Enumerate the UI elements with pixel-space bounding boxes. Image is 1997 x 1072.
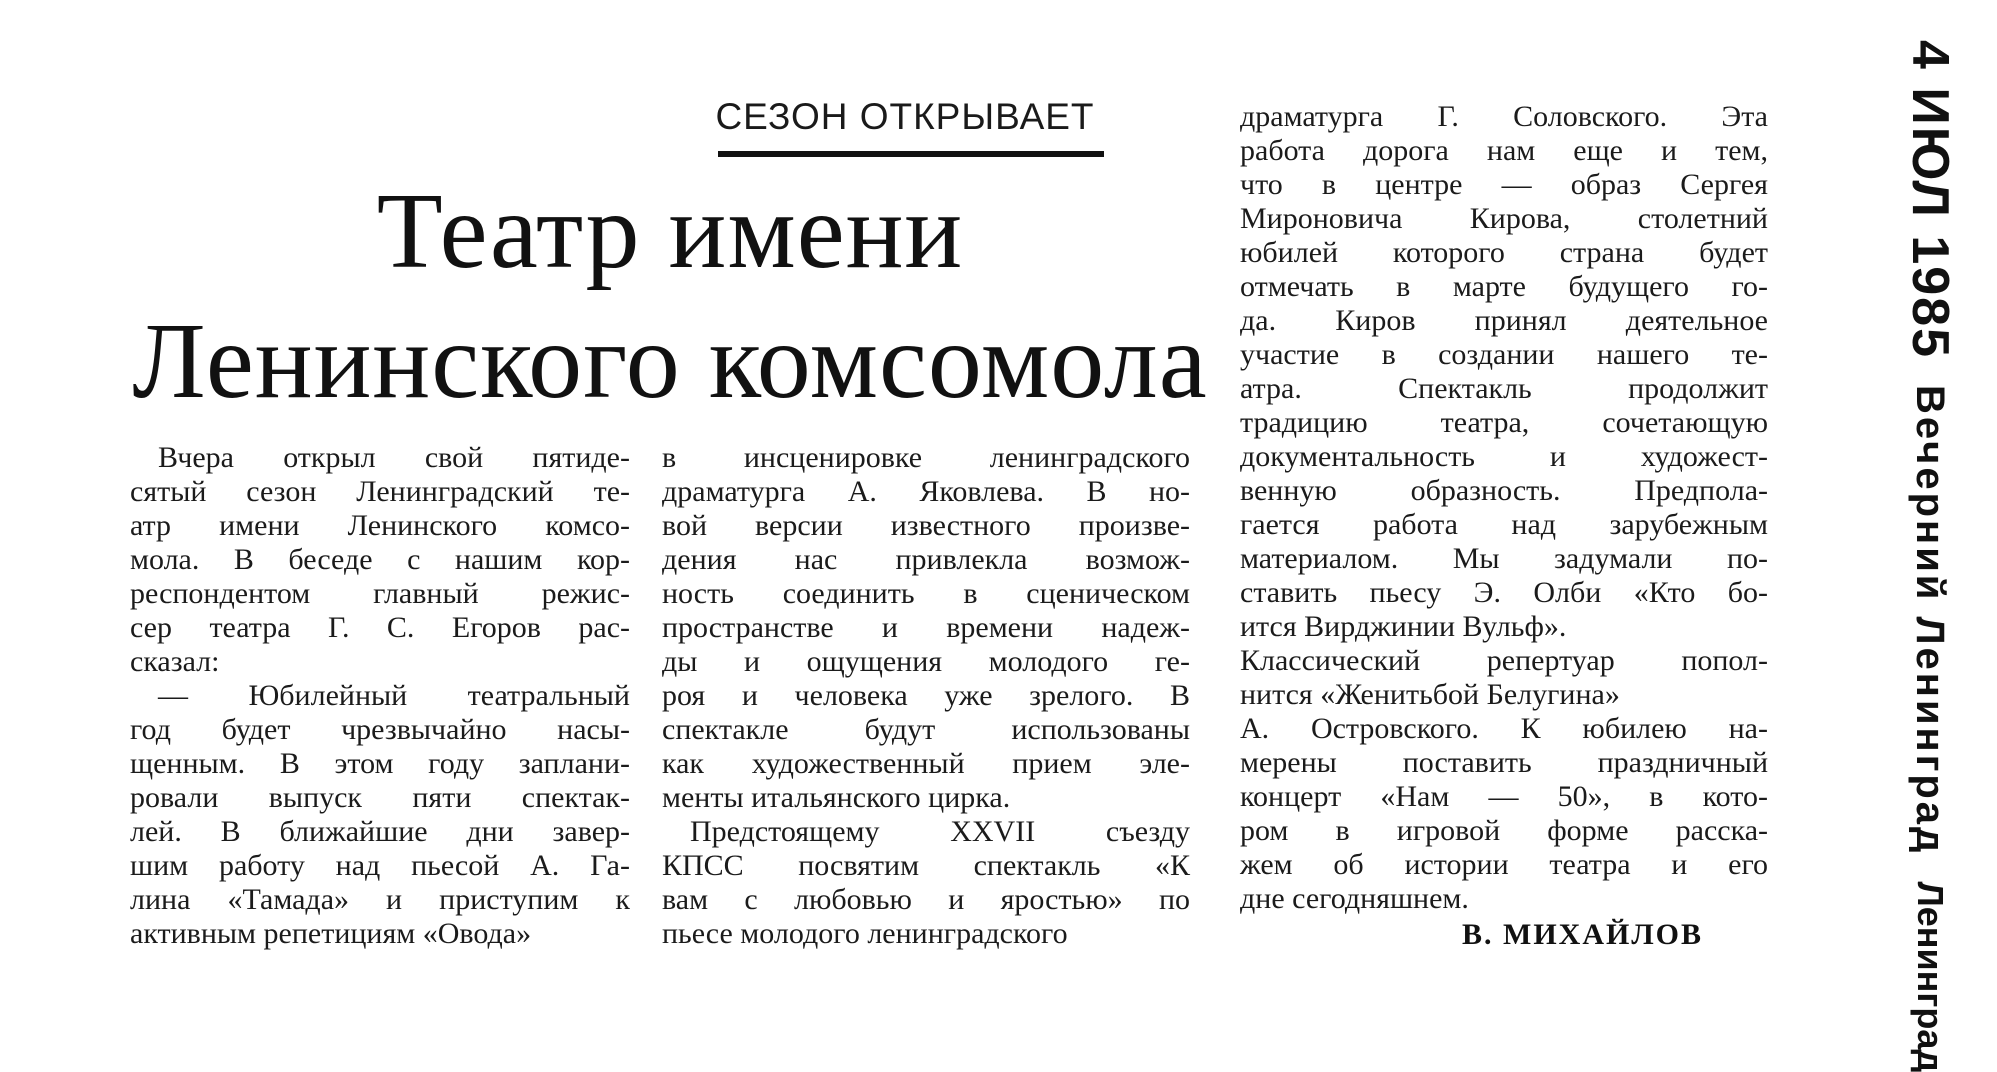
article-column-2-line: ность соединить в сценическом: [662, 577, 1190, 610]
article-column-1-line: мола. В беседе с нашим кор-: [130, 543, 630, 576]
article-column-2-line: в инсценировке ленинградского: [662, 441, 1190, 474]
article-column-3-line: юбилей которого страна будет: [1240, 236, 1768, 269]
article-column-2-line: пьесе молодого ленинградского: [662, 917, 1068, 950]
article-column-2-line: дения нас привлекла возмож-: [662, 543, 1190, 576]
article-column-1-line: сказал:: [130, 645, 220, 678]
article-column-3-line: что в центре — образ Сергея: [1240, 168, 1768, 201]
article-column-2-line: пространстве и времени надеж-: [662, 611, 1190, 644]
article-column-3-line: ится Вирджинии Вульф».: [1240, 610, 1567, 643]
article-column-3-line: дне сегодняшнем.: [1240, 882, 1469, 915]
article-column-1-line: лей. В ближайшие дни завер-: [130, 815, 630, 848]
article-column-3-line: венную образность. Предпола-: [1240, 474, 1768, 507]
article-column-1-line: респондентом главный режис-: [130, 577, 630, 610]
article-column-2-line: драматурга А. Яковлева. В но-: [662, 475, 1190, 508]
article-column-3-line: участие в создании нашего те-: [1240, 338, 1768, 371]
article-column-3-line: Классический репертуар попол-: [1240, 644, 1768, 677]
author-signature: В. МИХАЙЛОВ: [1462, 918, 1704, 951]
stamp-city: Ленинград: [1910, 881, 1951, 1072]
article-column-2-line: КПСС посвятим спектакль «К: [662, 849, 1190, 882]
article-column-3-line: ставить пьесу Э. Олби «Кто бо-: [1240, 576, 1768, 609]
article-column-3-line: традицию театра, сочетающую: [1240, 406, 1768, 439]
article-column-3-line: жем об истории театра и его: [1240, 848, 1768, 881]
article-column-1-line: ровали выпуск пяти спектак-: [130, 781, 630, 814]
stamp-newspaper: Вечерний Ленинград: [1908, 385, 1953, 856]
article-kicker: СЕЗОН ОТКРЫВАЕТ: [715, 96, 1095, 137]
article-column-2-line: ды и ощущения молодого ге-: [662, 645, 1190, 678]
article-column-3-line: отмечать в марте будущего го-: [1240, 270, 1768, 303]
article-column-2-line: роя и человека уже зрелого. В: [662, 679, 1190, 712]
article-column-1: [130, 441, 630, 951]
article-column-3-line: работа дорога нам еще и тем,: [1240, 134, 1768, 167]
stamp-date: 4 ИЮЛ 1985: [1901, 40, 1959, 359]
article-column-1-line: год будет чрезвычайно насы-: [130, 713, 630, 746]
article-column-3-line: гается работа над зарубежным: [1240, 508, 1768, 541]
article-column-1-line: атр имени Ленинского комсо-: [130, 509, 630, 542]
article-column-3-line: концерт «Нам — 50», в кото-: [1240, 780, 1768, 813]
article-column-3-line: документальность и художест-: [1240, 440, 1768, 473]
article-column-2-line: вой версии известного произве-: [662, 509, 1190, 542]
article-column-2-line: спектакле будут использованы: [662, 713, 1190, 746]
article-column-2-line: менты итальянского цирка.: [662, 781, 1011, 814]
article-column-3-line: нится «Женитьбой Белугина»: [1240, 678, 1620, 711]
article-column-3-line: да. Киров принял деятельное: [1240, 304, 1768, 337]
article-column-1-line: щенным. В этом году заплани-: [130, 747, 630, 780]
article-column-3: [1240, 100, 1768, 916]
article-column-3-line: материалом. Мы задумали по-: [1240, 542, 1768, 575]
article-column-1-line: — Юбилейный театральный: [158, 679, 630, 712]
article-column-3-line: ром в игровой форме расска-: [1240, 814, 1768, 847]
article-column-1-line: сер театра Г. С. Егоров рас-: [130, 611, 630, 644]
headline-line-2: Ленинского комсомола: [132, 302, 1208, 421]
article-column-2-line: как художественный прием эле-: [662, 747, 1190, 780]
article-column-1-line: сятый сезон Ленинградский те-: [130, 475, 630, 508]
article-column-1-line: активным репетициям «Овода»: [130, 917, 532, 950]
article-column-1-line: лина «Тамада» и приступим к: [130, 883, 630, 916]
archive-stamp: [1895, 40, 1965, 1072]
article-column-3-line: мерены поставить праздничный: [1240, 746, 1768, 779]
headline-line-1: Театр имени: [376, 172, 964, 291]
article-column-2-line: вам с любовью и яростью» по: [662, 883, 1190, 916]
article-column-3-line: А. Островского. К юбилею на-: [1240, 712, 1768, 745]
article-column-3-line: Мироновича Кирова, столетний: [1240, 202, 1768, 235]
article-column-1-line: Вчера открыл свой пятиде-: [158, 441, 630, 474]
article-column-2-line: Предстоящему XXVII съезду: [690, 815, 1190, 848]
kicker-underline: [718, 151, 1104, 157]
article-column-1-line: шим работу над пьесой А. Га-: [130, 849, 630, 882]
article-column-2: [662, 441, 1190, 951]
article-column-3-line: драматурга Г. Соловского. Эта: [1240, 100, 1768, 133]
article-column-3-line: атра. Спектакль продолжит: [1240, 372, 1768, 405]
